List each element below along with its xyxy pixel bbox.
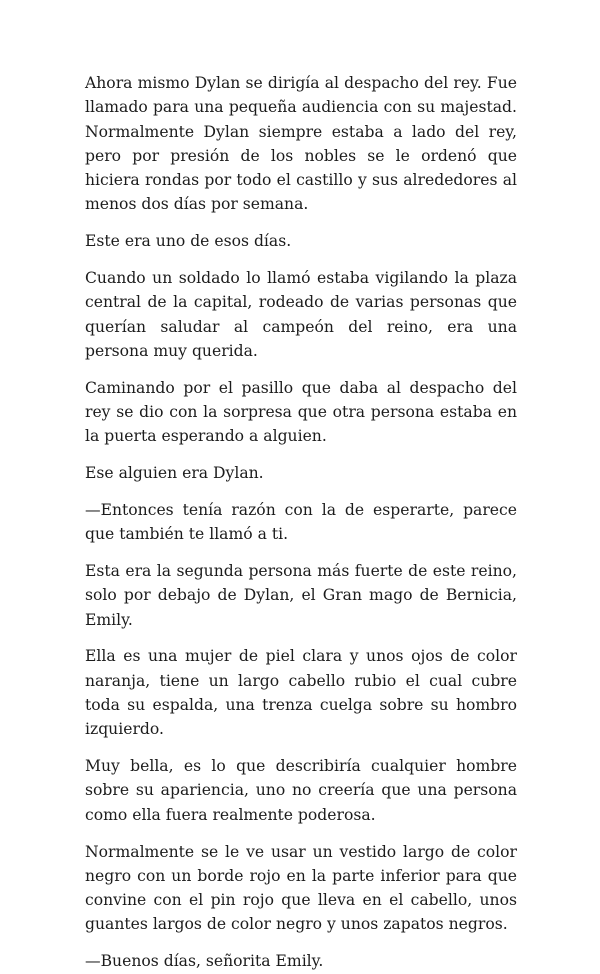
paragraph-9: Muy bella, es lo que describiría cualquier hombre sobre su apariencia, uno no creería que una persona como ella fuera realmente poderosa. xyxy=(85,757,517,824)
paragraph-7: Esta era la segunda persona más fuerte de este reino, solo por debajo de Dylan, el Gran mago de Bernicia, Emily. xyxy=(85,562,517,629)
paragraph-2: Este era uno de esos días. xyxy=(85,232,292,251)
paragraph-3: Cuando un soldado lo llamó estaba vigilando la plaza central de la capital, rodeado de varias personas que querían saludar al campeón del reino, era una persona muy querida. xyxy=(85,269,517,360)
dialogue-paragraph-11: —Buenos días, señorita Emily. xyxy=(85,952,324,971)
document-page xyxy=(85,71,517,974)
paragraph-1: Ahora mismo Dylan se dirigía al despacho del rey. Fue llamado para una pequeña audiencia con su majestad. Normalmente Dylan siempre estaba a lado del rey, pero por presión de los nobles se le ordenó que hiciera rondas por todo el castillo y sus alrededores al menos dos días por semana. xyxy=(85,74,517,214)
paragraph-8: Ella es una mujer de piel clara y unos ojos de color naranja, tiene un largo cabello rubio el cual cubre toda su espalda, una trenza cuelga sobre su hombro izquierdo. xyxy=(85,647,517,739)
dialogue-paragraph-6: —Entonces tenía razón con la de esperarte, parece que también te llamó a ti. xyxy=(85,500,517,544)
paragraph-5: Ese alguien era Dylan. xyxy=(85,464,264,483)
paragraph-4: Caminando por el pasillo que daba al despacho del rey se dio con la sorpresa que otra persona estaba en la puerta esperando a alguien. xyxy=(85,378,517,446)
paragraph-10: Normalmente se le ve usar un vestido largo de color negro con un borde rojo en la parte inferior para que convine con el pin rojo que lleva en el cabello, unos guantes largos de color negro y unos zapatos negros. xyxy=(85,842,517,934)
